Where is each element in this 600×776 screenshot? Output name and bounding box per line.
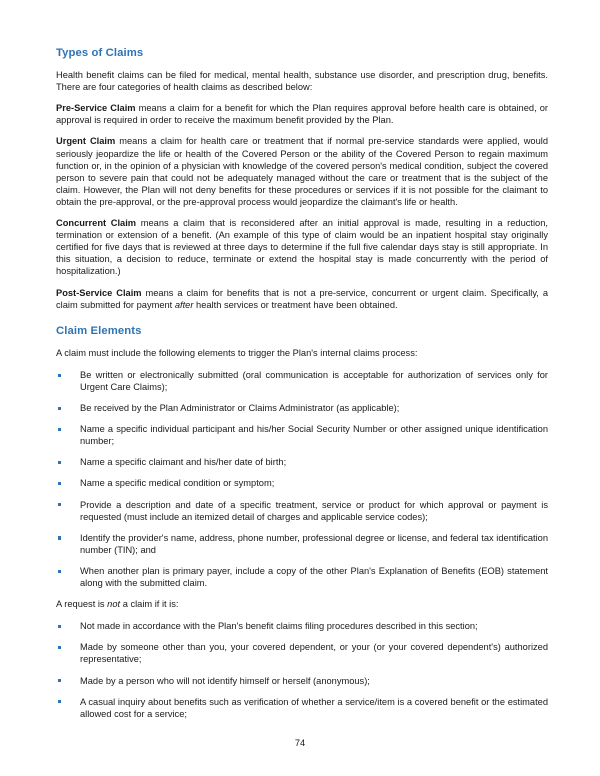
bullet-square-icon (58, 428, 61, 431)
heading-types-of-claims: Types of Claims (56, 47, 144, 59)
bullet-square-icon (58, 407, 61, 410)
list-item (56, 456, 548, 468)
list-item (56, 499, 548, 523)
bullet-square-icon (58, 461, 61, 464)
bullet-square-icon (58, 679, 61, 682)
definition-body-concurrent-claim: means a claim that is reconsidered after an initial approval is made, resulting in a reduction, termination or extension of a benefit. (An example of this type of claim would be an inpatient hospital stay originally certified for five days that is reviewed at three days to determine if the full five calendar days stay is still appropriate. In this situation, a decision to reduce, terminate or extend the hospital stay is made concurrently with the period of hospitalization.) (56, 218, 548, 277)
paragraph-claim-elements-intro: A claim must include the following elements to trigger the Plan's internal claims process: (56, 347, 418, 358)
list-item (56, 565, 548, 589)
definition-body-post-service-claim-italic: after (174, 299, 194, 310)
bullet-square-icon (58, 536, 61, 539)
term-urgent-claim: Urgent Claim (56, 136, 116, 147)
definition-body-urgent-claim: means a claim for health care or treatment that if normal pre-service standards were applied, would seriously jeopardize the life or health of the Covered Person or the ability of the Covered Person to regain maximum function or, in the opinion of a physician with knowledge of the covered person's medical condition, subject the covered person to severe pain that could not be adequately managed without the care or treatment that is the subject of the claim. However, the Plan will not deny benefits for these procedures or services if it is not possible for the claimant to obtain the pre-approval, or the pre-approval process would jeopardize the claimant's life or health. (56, 136, 548, 207)
page-content (56, 46, 548, 729)
list-item-text: Be written or electronically submitted (oral communication is acceptable for authorization of services only for Urgent Care Claims); (80, 369, 548, 392)
list-item (56, 477, 548, 489)
term-concurrent-claim: Concurrent Claim (56, 218, 137, 229)
list-item-text: Made by a person who will not identify himself or herself (anonymous); (80, 675, 370, 686)
list-item (56, 620, 548, 632)
list-exclusions (56, 620, 548, 720)
bullet-square-icon (58, 625, 61, 628)
list-item (56, 369, 548, 393)
bullet-square-icon (58, 503, 61, 506)
list-item-text: Name a specific individual participant and his/her Social Security Number or other assigned unique identification number; (80, 424, 548, 447)
bullet-square-icon (58, 700, 61, 703)
list-item-text: Provide a description and date of a specific treatment, service or product for which approval or payment is requested (must include an itemized detail of charges and applicable service codes); (80, 499, 548, 522)
bullet-square-icon (58, 374, 61, 377)
exclusions-intro-post: a claim if it is: (120, 599, 179, 610)
list-item (56, 423, 548, 447)
definition-body-post-service-claim-post: health services or treatment have been obtained. (193, 299, 398, 310)
definition-body-post-service-claim-pre: means a claim for benefits that is not a pre-service, concurrent or urgent claim. Specifically, a claim submitted for payment (56, 287, 548, 310)
list-item-text: When another plan is primary payer, include a copy of the other Plan's Explanation of Benefits (EOB) statement along with the submitted claim. (80, 565, 548, 589)
list-item-text: A casual inquiry about benefits such as verification of whether a service/item is a covered benefit or the estimated allowed cost for a service; (80, 696, 548, 719)
bullet-square-icon (58, 482, 61, 485)
page-number: 74 (294, 738, 306, 748)
paragraph-exclusions-intro (56, 598, 548, 610)
list-item-text: Identify the provider's name, address, phone number, professional degree or license, and federal tax identification number (TIN); and (80, 532, 548, 555)
list-item (56, 675, 548, 687)
list-item (56, 532, 548, 556)
term-post-service-claim: Post-Service Claim (56, 287, 142, 298)
list-item (56, 696, 548, 720)
definition-post-service-claim (56, 287, 548, 311)
definition-concurrent-claim (56, 217, 548, 277)
bullet-square-icon (58, 570, 61, 573)
list-item-text: Made by someone other than you, your covered dependent, or your (or your covered dependent's) authorized representative; (80, 642, 548, 665)
list-item-text: Name a specific medical condition or symptom; (80, 478, 275, 489)
list-item-text: Not made in accordance with the Plan's benefit claims filing procedures described in this section; (80, 621, 478, 632)
bullet-square-icon (58, 646, 61, 649)
exclusions-intro-italic: not (107, 599, 121, 610)
definition-pre-service-claim (56, 102, 548, 126)
list-item-text: Name a specific claimant and his/her date of birth; (80, 457, 287, 468)
paragraph-types-of-claims-intro: Health benefit claims can be filed for medical, mental health, substance use disorder, and prescription drug, benefits. There are four categories of health claims as described below: (56, 70, 548, 93)
definition-body-pre-service-claim: means a claim for a benefit for which the Plan requires approval before health care is obtained, or approval is required in order to receive the maximum benefit provided by the Plan. (56, 103, 548, 126)
list-item (56, 402, 548, 414)
list-required-elements (56, 369, 548, 589)
exclusions-intro-pre: A request is (56, 599, 108, 610)
definition-urgent-claim (56, 135, 548, 208)
list-item-text: Be received by the Plan Administrator or Claims Administrator (as applicable); (80, 403, 400, 414)
heading-claim-elements: Claim Elements (56, 324, 142, 337)
list-item (56, 641, 548, 665)
term-pre-service-claim: Pre-Service Claim (56, 103, 136, 114)
